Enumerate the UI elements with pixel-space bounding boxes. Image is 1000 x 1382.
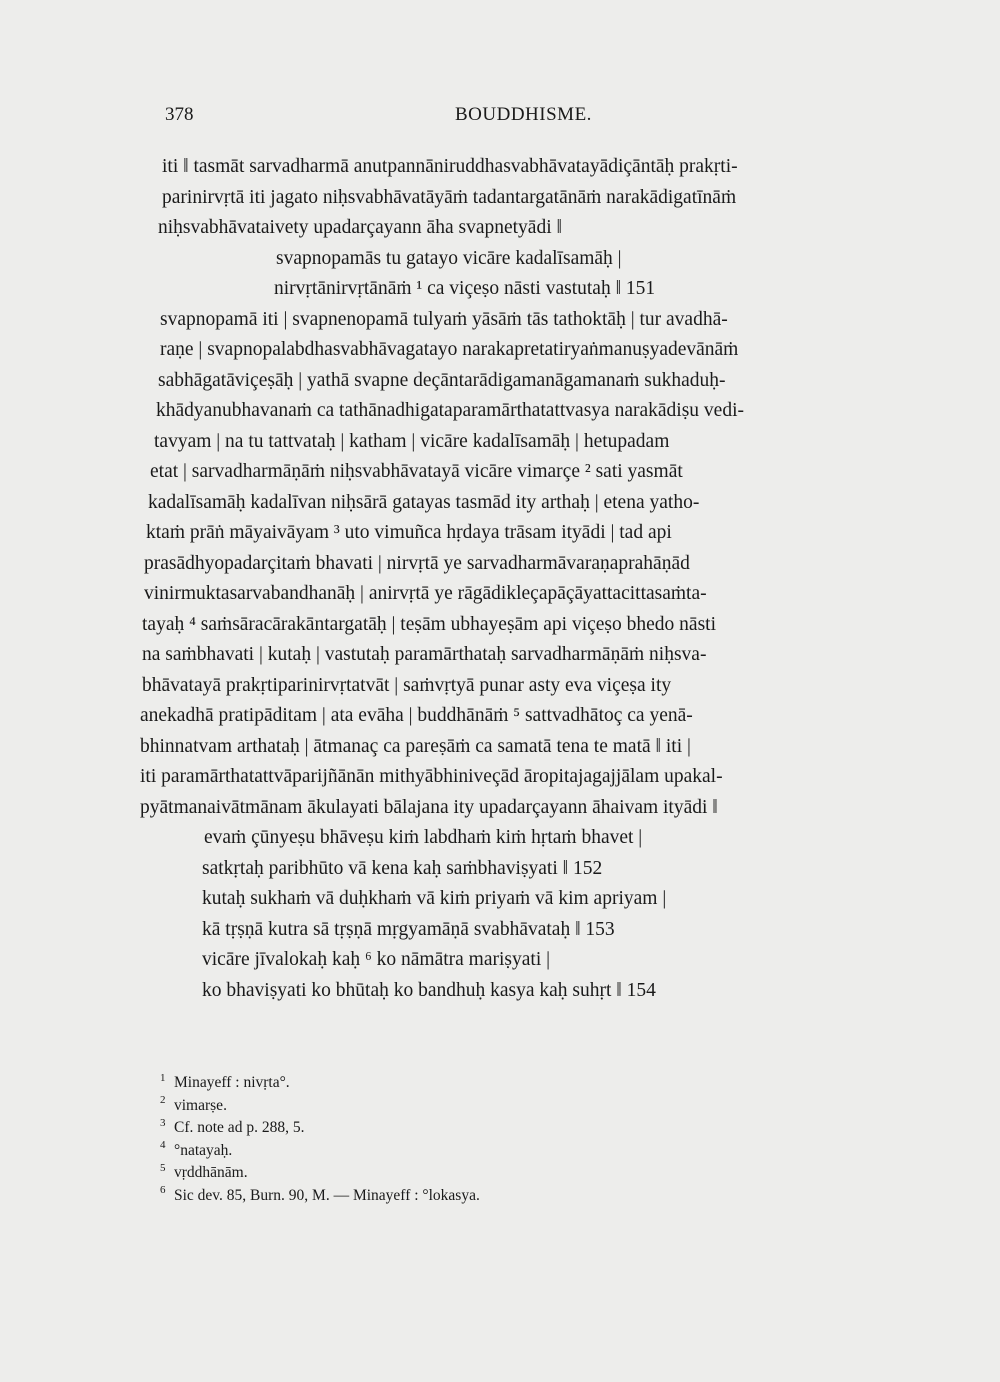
text-line: prasādhyopadarçitaṁ bhavati | nirvṛtā ye sarvadharmāvaraṇaprahāṇād xyxy=(144,552,690,574)
text-line: ktaṁ prāṅ māyaivāyam ³ uto vimuñca hṛdaya trāsam ityādi | tad api xyxy=(146,522,672,543)
text-line: sabhāgatāviçeṣāḥ | yathā svapne deçāntarādigamanāgamanaṁ sukhaduḥ- xyxy=(158,369,726,391)
text-line: etat | sarvadharmāṇāṁ niḥsvabhāvatayā vicāre vimarçe ² sati yasmāt xyxy=(150,461,683,482)
text-line: vicāre jīvalokaḥ kaḥ ⁶ ko nāmātra mariṣyati | xyxy=(202,949,551,970)
text-line: parinirvṛtā iti jagato niḥsvabhāvatāyāṁ tadantargatānāṁ narakādigatīnāṁ xyxy=(162,186,737,208)
footnote-number: 1 xyxy=(160,1071,166,1084)
footnote-number: 4 xyxy=(160,1139,166,1152)
footnote-number: 3 xyxy=(160,1116,166,1129)
text-line: tayaḥ ⁴ saṁsāracārakāntargatāḥ | teṣām ubhayeṣām api viçeṣo bhedo nāsti xyxy=(142,613,716,635)
text-line: tavyam | na tu tattvataḥ | katham | vicāre kadalīsamāḥ | hetupadam xyxy=(154,430,670,452)
text-line: anekadhā pratipāditam | ata evāha | buddhānāṁ ⁵ sattvadhātoç ca yenā- xyxy=(140,705,693,726)
text-line: kā tṛṣṇā kutra sā tṛṣṇā mṛgyamāṇā svabhāvataḥ ‖ 153 xyxy=(202,918,615,940)
footnote-number: 2 xyxy=(160,1094,166,1107)
text-line: iti paramārthatattvāparijñānān mithyābhiniveçād āropitajagajjālam upakal- xyxy=(140,766,723,787)
text-line: vinirmuktasarvabandhanāḥ | anirvṛtā ye rāgādikleçapāçāyattacittasaṁta- xyxy=(144,583,707,604)
running-head: BOUDDHISME. xyxy=(455,104,592,125)
text-line: bhinnatvam arthataḥ | ātmanaç ca pareṣāṁ ca samatā tena te matā ‖ iti | xyxy=(140,735,691,757)
page-header xyxy=(0,100,1000,136)
text-line: iti ‖ tasmāt sarvadharmā anutpannāniruddhasvabhāvatayādiçāntāḥ prakṛti- xyxy=(162,156,738,177)
text-line: kutaḥ sukhaṁ vā duḥkhaṁ vā kiṁ priyaṁ vā kim apriyam | xyxy=(202,888,667,909)
text-line: kadalīsamāḥ kadalīvan niḥsārā gatayas tasmād ity arthaḥ | etena yatho- xyxy=(148,491,700,513)
text-line: evaṁ çūnyeṣu bhāveṣu kiṁ labdhaṁ kiṁ hṛtaṁ bhavet | xyxy=(204,827,643,848)
footnote-text: °natayaḥ. xyxy=(174,1141,233,1159)
text-line: nirvṛtānirvṛtānāṁ ¹ ca viçeṣo nāsti vastutaḥ ‖ 151 xyxy=(274,278,656,299)
footnote-text: vimarṣe. xyxy=(174,1096,227,1114)
footnote-text: Sic dev. 85, Burn. 90, M. — Minayeff : °lokasya. xyxy=(174,1186,480,1204)
footnote xyxy=(160,1117,720,1140)
body-text xyxy=(140,152,880,1006)
text-line: na saṁbhavati | kutaḥ | vastutaḥ paramārthataḥ sarvadharmāṇāṁ niḥsva- xyxy=(142,644,707,665)
footnote xyxy=(160,1095,720,1118)
text-line: bhāvatayā prakṛtiparinirvṛtatvāt | saṁvṛtyā punar asty eva viçeṣa ity xyxy=(142,674,672,696)
footnote-text: vṛddhānām. xyxy=(174,1164,248,1181)
text-line: raṇe | svapnopalabdhasvabhāvagatayo narakapretatiryaṅmanuṣyadevānāṁ xyxy=(160,339,739,360)
footnote xyxy=(160,1185,720,1208)
text-line: niḥsvabhāvataivety upadarçayann āha svapnetyādi ‖ xyxy=(158,217,562,238)
footnote-text: Minayeff : nivṛta°. xyxy=(174,1074,290,1091)
footnotes xyxy=(160,1072,720,1207)
text-line: svapnopamās tu gatayo vicāre kadalīsamāḥ | xyxy=(276,247,622,269)
page-number: 378 xyxy=(165,104,194,125)
text-line: pyātmanaivātmānam ākulayati bālajana ity upadarçayann āhaivam ityādi ‖ xyxy=(140,796,718,818)
footnote xyxy=(160,1140,720,1163)
text-line: khādyanubhavanaṁ ca tathānadhigataparamārthatattvasya narakādiṣu vedi- xyxy=(156,400,744,421)
footnote-number: 6 xyxy=(160,1184,166,1197)
footnote xyxy=(160,1162,720,1185)
footnote-text: Cf. note ad p. 288, 5. xyxy=(174,1119,305,1136)
text-line: svapnopamā iti | svapnenopamā tulyaṁ yāsāṁ tās tathoktāḥ | tur avadhā- xyxy=(160,308,728,330)
text-line: satkṛtaḥ paribhūto vā kena kaḥ saṁbhaviṣyati ‖ 152 xyxy=(202,857,603,879)
footnote-number: 5 xyxy=(160,1161,166,1174)
text-line: ko bhaviṣyati ko bhūtaḥ ko bandhuḥ kasya kaḥ suhṛt ‖ 154 xyxy=(202,979,656,1001)
footnote xyxy=(160,1072,720,1095)
